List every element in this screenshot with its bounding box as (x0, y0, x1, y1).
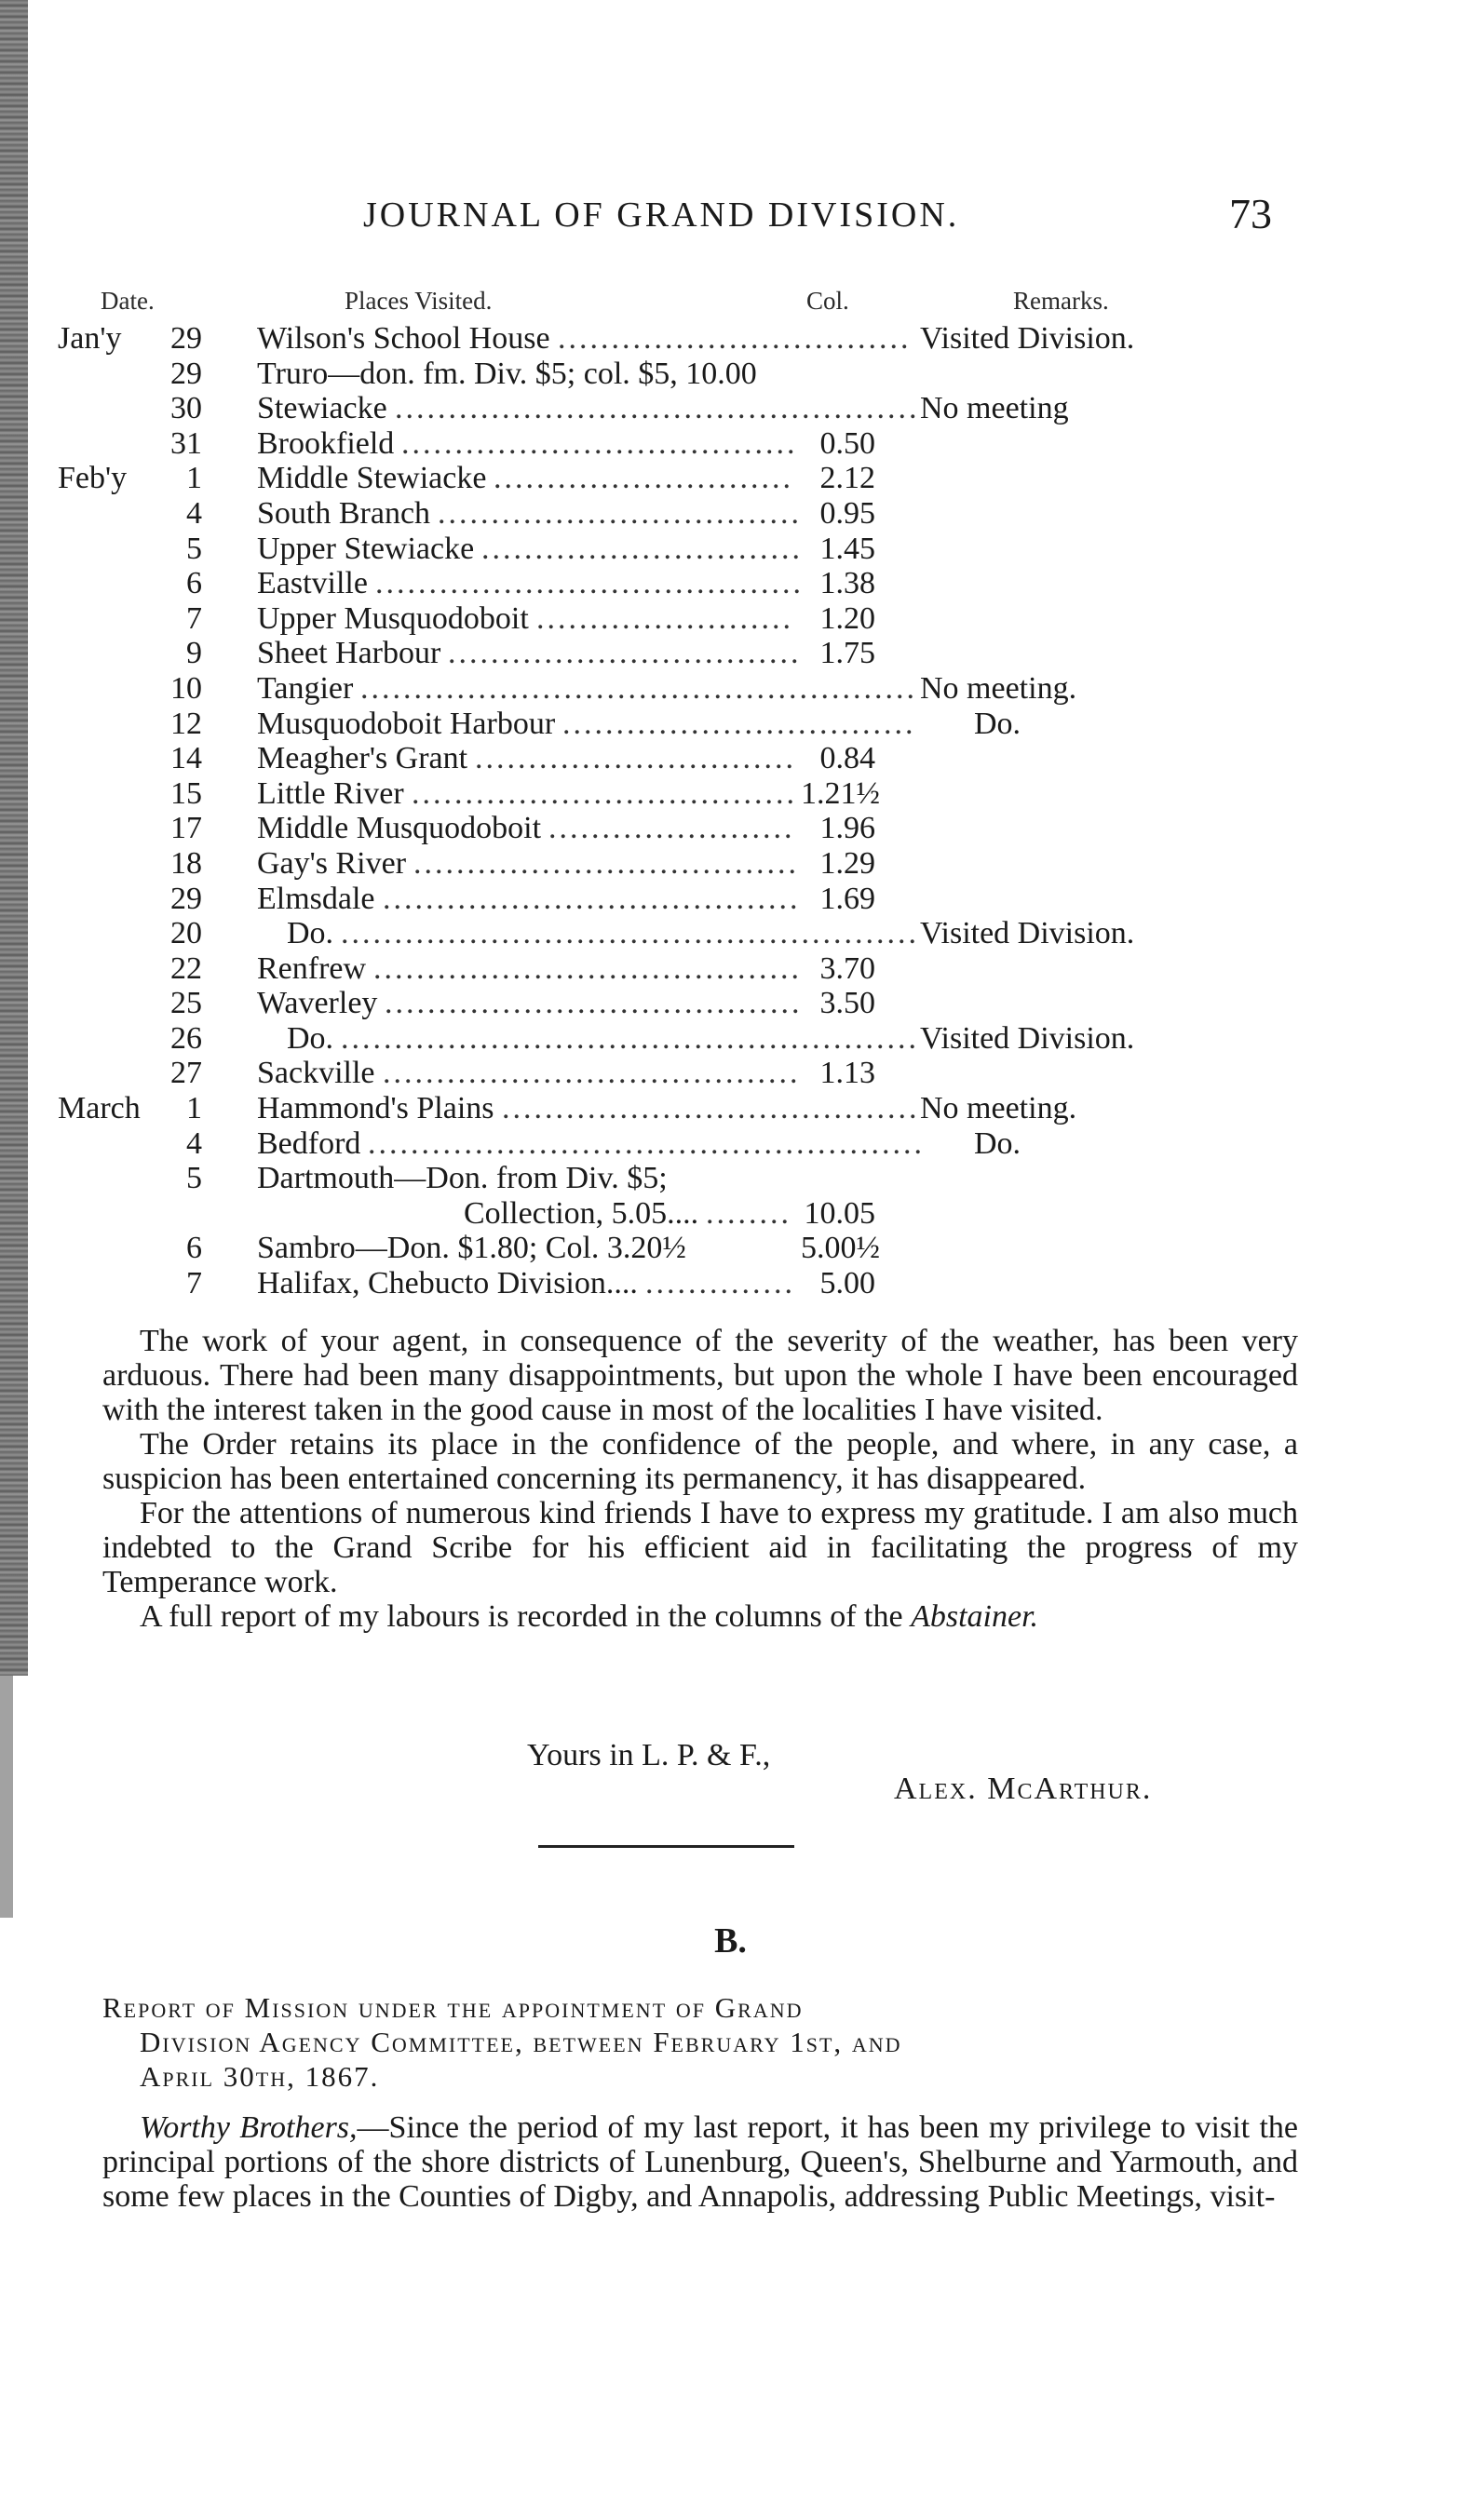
table-row (0, 671, 1461, 707)
table-row (0, 532, 1461, 567)
row-place: Stewiacke (257, 391, 387, 426)
page-number: 73 (1229, 190, 1272, 237)
row-day: 29 (170, 881, 202, 916)
row-remarks: Visited Division. (920, 321, 1135, 356)
row-day: 14 (170, 741, 202, 776)
row-day: 25 (170, 986, 202, 1021)
row-day: 15 (170, 775, 202, 811)
salutation: Worthy Brothers, (140, 2110, 358, 2145)
row-day: 18 (170, 845, 202, 881)
leader-dots: .................................... (412, 775, 797, 811)
table-row (0, 357, 1461, 392)
table-row (0, 882, 1461, 917)
leader-dots: .................................... (413, 845, 799, 881)
leader-dots: ...................................................... (341, 1020, 919, 1056)
row-place: Elmsdale (257, 881, 375, 916)
letter-paragraph: The Order retains its place in the confidence of the people, and where, in any case, a suspicion has been entertained concerning its permanency, it has disappeared. (102, 1427, 1298, 1496)
report-body (102, 2110, 1298, 2214)
row-place: Collection, 5.05.... (464, 1195, 699, 1231)
table-row (0, 916, 1461, 951)
row-day: 6 (186, 566, 202, 601)
row-collection: 3.50 (819, 986, 875, 1021)
row-remarks: No meeting. (920, 1091, 1077, 1126)
row-place: Wilson's School House (257, 321, 550, 356)
leader-dots: ................................. (558, 321, 912, 356)
table-row (0, 1056, 1461, 1091)
table-row (0, 496, 1461, 532)
row-day: 5 (186, 531, 202, 566)
row-collection: 1.29 (819, 845, 875, 881)
row-day: 4 (186, 495, 202, 531)
row-day: 7 (186, 600, 202, 636)
table-row (0, 986, 1461, 1021)
row-day: 1 (186, 1091, 202, 1126)
leader-dots: ........ (706, 1195, 791, 1231)
row-collection: 0.84 (819, 741, 875, 776)
column-header-col: Col. (806, 287, 849, 315)
leader-dots: .............................. (481, 531, 803, 566)
row-remarks: Visited Division. (920, 916, 1135, 951)
row-month: March (58, 1091, 141, 1126)
row-day: 7 (186, 1266, 202, 1301)
table-row (0, 1126, 1461, 1162)
letter-final-text: A full report of my labours is recorded in the columns of the (140, 1599, 903, 1634)
row-place: Gay's River (257, 845, 407, 881)
table-row (0, 1021, 1461, 1057)
row-place: Little River (257, 775, 404, 811)
row-place: Musquodoboit Harbour (257, 706, 556, 741)
book-binding-shadow (0, 1676, 13, 1918)
table-row (0, 461, 1461, 496)
row-collection: 3.70 (819, 950, 875, 986)
row-day: 30 (170, 391, 202, 426)
row-place: Eastville (257, 566, 368, 601)
table-row (0, 951, 1461, 987)
row-place: Middle Stewiacke (257, 461, 487, 496)
row-day: 1 (186, 461, 202, 496)
letter-final-paragraph (102, 1599, 1298, 1634)
row-place: Brookfield (257, 425, 395, 461)
row-collection: 5.00 (819, 1266, 875, 1301)
leader-dots: ................................. (448, 636, 802, 671)
column-header-places: Places Visited. (345, 287, 493, 315)
table-row (0, 1266, 1461, 1301)
table-row (0, 1091, 1461, 1126)
leader-dots: .................................. (438, 495, 802, 531)
report-heading-line: April 30th, 1867. (140, 2060, 380, 2093)
row-day: 31 (170, 425, 202, 461)
table-row (0, 1231, 1461, 1266)
leader-dots: ................................. (562, 706, 916, 741)
leader-dots: ....................................... (502, 1091, 920, 1126)
row-day: 26 (170, 1020, 202, 1056)
table-row (0, 846, 1461, 882)
visits-table (0, 321, 1461, 1301)
table-row (0, 426, 1461, 462)
table-row (0, 601, 1461, 637)
row-collection: 1.38 (819, 566, 875, 601)
row-month: Jan'y (58, 321, 122, 356)
row-collection: 2.12 (819, 461, 875, 496)
table-row (0, 741, 1461, 776)
row-collection: 10.05 (804, 1195, 875, 1231)
row-day: 12 (170, 706, 202, 741)
row-place: Upper Stewiacke (257, 531, 475, 566)
row-collection: 1.45 (819, 531, 875, 566)
row-day: 4 (186, 1125, 202, 1161)
closing-line: Yours in L. P. & F., (527, 1738, 771, 1772)
row-collection: 1.69 (819, 881, 875, 916)
leader-dots: ............................ (494, 461, 793, 496)
row-day: 10 (170, 670, 202, 706)
leader-dots: .............. (645, 1266, 795, 1301)
letter-body (102, 1324, 1298, 1634)
table-row (0, 811, 1461, 846)
section-letter: B. (714, 1921, 747, 1961)
row-day: 9 (186, 636, 202, 671)
row-remarks: Visited Division. (920, 1020, 1135, 1056)
row-remarks: No meeting (920, 391, 1069, 426)
row-day: 22 (170, 950, 202, 986)
row-place: Halifax, Chebucto Division.... (257, 1266, 638, 1301)
row-collection: 1.75 (819, 636, 875, 671)
leader-dots: .................................................... (360, 670, 917, 706)
row-day: 6 (186, 1231, 202, 1266)
report-heading-line: Report of Mission under the appointment of Grand (102, 1991, 804, 2024)
leader-dots: ..................................... (401, 425, 798, 461)
row-remarks: No meeting. (920, 670, 1077, 706)
leader-dots: ........................................ (375, 566, 804, 601)
leader-dots: ....................... (548, 811, 795, 846)
row-collection: 1.96 (819, 811, 875, 846)
table-row (0, 321, 1461, 357)
row-remarks: Do. (974, 706, 1021, 741)
row-place: Sambro—Don. $1.80; Col. 3.20½ (257, 1231, 686, 1266)
report-heading (102, 1990, 1298, 2094)
column-header-date: Date. (101, 287, 155, 315)
row-place: Do. (287, 1020, 334, 1056)
row-place: Dartmouth—Don. from Div. $5; (257, 1161, 668, 1196)
table-row (0, 636, 1461, 671)
row-collection: 0.95 (819, 495, 875, 531)
row-place: Upper Musquodoboit (257, 600, 529, 636)
row-place: Sackville (257, 1056, 375, 1091)
row-collection: 1.13 (819, 1056, 875, 1091)
row-place: Meagher's Grant (257, 741, 468, 776)
newspaper-name: Abstainer. (911, 1599, 1039, 1634)
row-place: Renfrew (257, 950, 367, 986)
row-place: Middle Musquodoboit (257, 811, 542, 846)
row-place: Sheet Harbour (257, 636, 441, 671)
leader-dots: ....................................... (383, 881, 801, 916)
row-place: South Branch (257, 495, 431, 531)
row-day: 27 (170, 1056, 202, 1091)
row-day: 17 (170, 811, 202, 846)
leader-dots: ...................................................... (341, 916, 919, 951)
table-row (0, 1196, 1461, 1232)
leader-dots: .................................................... (368, 1125, 925, 1161)
row-place: Bedford (257, 1125, 361, 1161)
report-paragraph (102, 2110, 1298, 2214)
row-month: Feb'y (58, 461, 128, 496)
leader-dots: ....................................... (385, 986, 803, 1021)
leader-dots: ....................................... (383, 1056, 801, 1091)
leader-dots: ........................ (536, 600, 793, 636)
leader-dots: ........................................ (373, 950, 802, 986)
row-collection: 1.20 (819, 600, 875, 636)
row-day: 20 (170, 916, 202, 951)
row-place: Tangier (257, 670, 354, 706)
row-place: Truro—don. fm. Div. $5; col. $5, 10.00 (257, 356, 757, 391)
signature: Alex. McArthur. (894, 1772, 1153, 1806)
row-collection: 0.50 (819, 425, 875, 461)
table-row (0, 566, 1461, 601)
row-collection: 1.21½ (801, 775, 880, 811)
letter-paragraph: The work of your agent, in consequence of the severity of the weather, has been very arduous. There had been many disappointments, but upon the whole I have been encouraged with the interest taken in the good cause in most of the localities I have visited. (102, 1324, 1298, 1427)
row-remarks: Do. (974, 1125, 1021, 1161)
report-text: —Since the period of my last report, it has been my privilege to visit the principal portions of the shore districts of Lunenburg, Queen's, Shelburne and Yarmouth, and some few places in the Counties of Digby, and Annapolis, addressing Public Meetings, visit- (102, 2110, 1298, 2214)
row-collection: 5.00½ (801, 1231, 880, 1266)
table-row (0, 707, 1461, 742)
leader-dots: .............................. (475, 741, 796, 776)
table-row (0, 1161, 1461, 1196)
row-day: 29 (170, 356, 202, 391)
report-heading-line: Division Agency Committee, between February 1st, and (140, 2026, 902, 2058)
row-place: Do. (287, 916, 334, 951)
row-day: 29 (170, 321, 202, 356)
page-header (0, 189, 1461, 245)
row-place: Waverley (257, 986, 378, 1021)
row-day: 5 (186, 1161, 202, 1196)
row-place: Hammond's Plains (257, 1091, 494, 1126)
section-divider (538, 1845, 794, 1848)
table-row (0, 391, 1461, 426)
column-header-remarks: Remarks. (1013, 287, 1109, 315)
letter-paragraph: For the attentions of numerous kind friends I have to express my gratitude. I am also much indebted to the Grand Scribe for his efficient aid in facilitating the progress of my Temperance work. (102, 1496, 1298, 1599)
running-title: JOURNAL OF GRAND DIVISION. (363, 195, 960, 235)
table-row (0, 776, 1461, 812)
leader-dots: ................................................. (395, 391, 920, 426)
